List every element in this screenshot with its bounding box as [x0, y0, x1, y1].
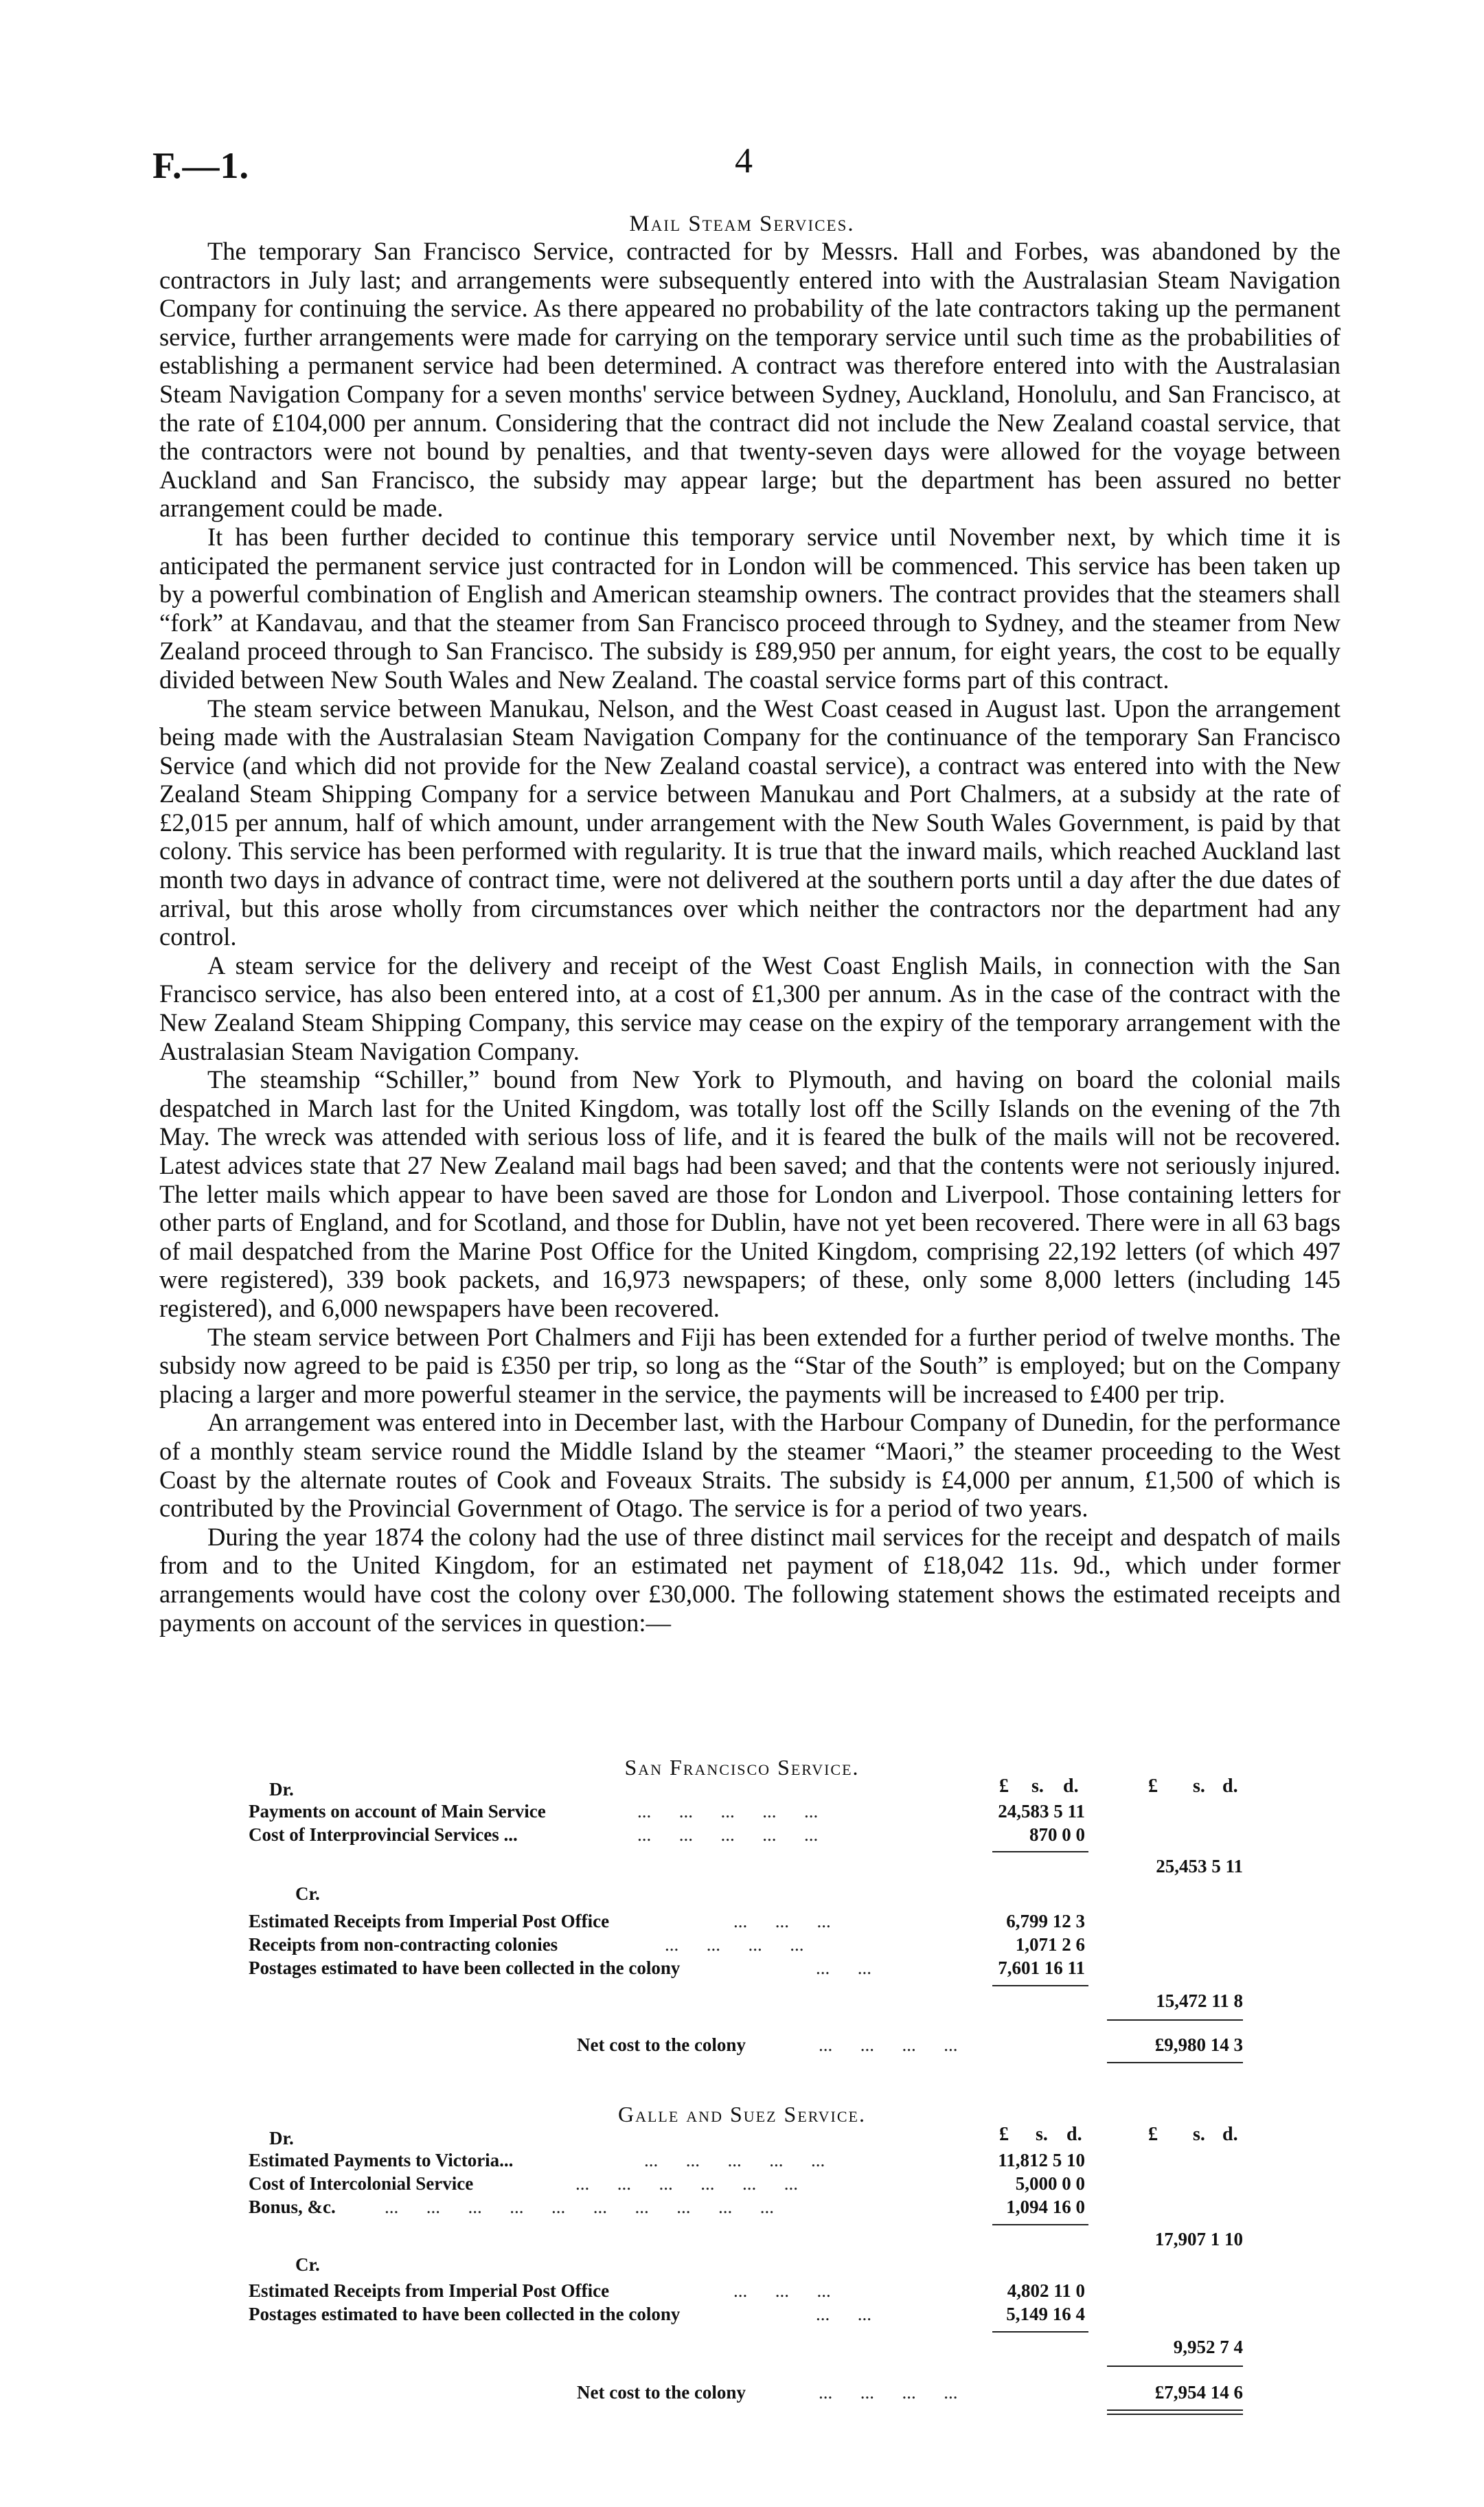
- entry-amount: 11,812 5 10: [998, 2150, 1085, 2170]
- entry-amount: 5,000 0 0: [1015, 2173, 1085, 2194]
- entry-amount: 6,799 12 3: [1006, 1911, 1085, 1931]
- pound-header: £: [999, 2124, 1009, 2145]
- table-row: Cost of Intercolonial Service ... ... ... ... ... ... 5,000 0 0: [249, 2173, 1085, 2194]
- pence-header: d.: [1222, 1776, 1238, 1797]
- net-cost-label: Net cost to the colony: [577, 2034, 746, 2055]
- pence-header: d.: [1066, 2124, 1082, 2145]
- account-title: Galle and Suez Service.: [617, 2102, 866, 2126]
- page-title: Mail Steam Services.: [629, 212, 855, 236]
- pence-header: d.: [1063, 1776, 1079, 1797]
- entry-label: Postages estimated to have been collected in the colony: [249, 1958, 681, 1978]
- net-cost-label: Net cost to the colony: [577, 2382, 746, 2403]
- pound-header: £: [999, 1776, 1009, 1797]
- paragraph: The steamship “Schiller,” bound from New York to Plymouth, and having on board the colonial mails despatched in March last for the United Kingdom, was totally lost off the Scilly Islands on the evening of the 7th May. The wreck was attended with serious loss of life, and it is feared the bulk of the mails will not be recovered. Latest advices state that 27 New Zealand mail bags had been saved; and that the contents were not seriously injured. The letter mails which appear to have been saved are those for London and Liverpool. Those containing letters for other parts of England, and for Scotland, and those for Dublin, have not yet been recovered. There were in all 63 bags of mail despatched from the Marine Post Office for the United Kingdom, comprising 22,192 letters (of which 497 were registered), 339 book packets, and 16,973 newspapers; of these, only some 8,000 letters (including 145 registered), and 6,000 newspapers have been recovered.: [159, 1065, 1340, 1322]
- net-cost-value: £7,954 14 6: [1154, 2382, 1243, 2403]
- entry-label: Receipts from non-contracting colonies: [249, 1934, 558, 1955]
- credit-total: 15,472 11 8: [1156, 1990, 1243, 2011]
- page-number: 4: [735, 141, 753, 181]
- shilling-header: s.: [1031, 1776, 1044, 1797]
- table-row: Estimated Receipts from Imperial Post Office ... ... ... 4,802 11 0: [249, 2280, 1085, 2301]
- total-rule: [1107, 2409, 1243, 2411]
- total-row: [0, 2229, 1305, 2252]
- entry-label: Cost of Interprovincial Services ...: [249, 1824, 518, 1845]
- table-row: Bonus, &c. ... ... ... ... ... ... ... ... ... ... 1,094 16 0: [249, 2197, 1085, 2217]
- entry-amount: 870 0 0: [1029, 1824, 1085, 1845]
- entry-amount: 4,802 11 0: [1007, 2280, 1085, 2301]
- credit-total: 9,952 7 4: [1173, 2337, 1243, 2357]
- total-row: [0, 1856, 1305, 1879]
- total-row: [0, 2337, 1305, 2360]
- cr-label: Cr.: [295, 2254, 320, 2275]
- paragraph: During the year 1874 the colony had the use of three distinct mail services for the receipt and despatch of mails from and to the United Kingdom, for an estimated net payment of £18,042 11s. 9d., which under former arrangements would have cost the colony over £30,000. The following statement shows the estimated receipts and payments on account of the services in question:—: [159, 1522, 1340, 1637]
- table-row: Estimated Receipts from Imperial Post Office ... ... ... 6,799 12 3: [249, 1911, 1085, 1931]
- debit-total: 17,907 1 10: [1154, 2229, 1243, 2249]
- dr-label: Dr.: [269, 2128, 294, 2148]
- entry-amount: 24,583 5 11: [998, 1801, 1085, 1822]
- subtotal-rule: [992, 2224, 1088, 2225]
- shilling-header: s.: [1193, 1776, 1205, 1797]
- paragraph: The temporary San Francisco Service, contracted for by Messrs. Hall and Forbes, was abandoned by the contractors in July last; and arrangements were subsequently entered into with the Australasian Steam Navigation Company for continuing the service. As there appeared no probability of the late contractors taking up the permanent service, further arrangements were made for carrying on the temporary service until such time as the probabilities of establishing a permanent service had been determined. A contract was therefore entered into with the Australasian Steam Navigation Company for a seven months' service between Sydney, Auckland, Honolulu, and San Francisco, at the rate of £104,000 per annum. Considering that the contract did not include the New Zealand coastal service, that the contractors were not bound by penalties, and that twenty-seven days were allowed for the voyage between Auckland and San Francisco, the subsidy may appear large; but the department has been assured no better arrangement could be made.: [159, 237, 1340, 523]
- body-text: [159, 237, 1340, 1637]
- entry-label: Estimated Receipts from Imperial Post Office: [249, 2280, 610, 2301]
- total-rule: [1107, 2062, 1243, 2063]
- section-code: F.—1.: [152, 145, 250, 186]
- account-title: San Francisco Service.: [624, 1755, 860, 1780]
- total-row: [0, 1990, 1305, 2014]
- total-rule: [1107, 2414, 1243, 2415]
- total-rule: [1107, 2366, 1243, 2367]
- debit-total: 25,453 5 11: [1156, 1856, 1243, 1876]
- shilling-header: s.: [1193, 2124, 1205, 2145]
- table-row: Postages estimated to have been collected in the colony ... ... 7,601 16 11: [249, 1958, 1085, 1978]
- pound-header: £: [1148, 2124, 1158, 2145]
- entry-label: Estimated Payments to Victoria...: [249, 2150, 514, 2170]
- paragraph: The steam service between Manukau, Nelson, and the West Coast ceased in August last. Upon the arrangement being made with the Australasian Steam Navigation Company for the continuance of the temporary San Francisco Service (and which did not provide for the New Zealand coastal service), a contract was entered into with the New Zealand Steam Shipping Company for a service between Manukau and Port Chalmers, at a subsidy at the rate of £2,015 per annum, half of which amount, under arrangement with the New South Wales Government, is paid by that colony. This service has been performed with regularity. It is true that the inward mails, which reached Auckland last month two days in advance of contract time, were not delivered at the southern ports until a day after the due dates of arrival, but this arose wholly from circumstances over which neither the contractors nor the department had any control.: [159, 694, 1340, 951]
- entry-amount: 7,601 16 11: [998, 1958, 1085, 1978]
- entry-label: Cost of Intercolonial Service: [249, 2173, 474, 2194]
- paragraph: The steam service between Port Chalmers and Fiji has been extended for a further period of twelve months. The subsidy now agreed to be paid is £350 per trip, so long as the “Star of the South” is employed; but on the Company placing a larger and more powerful steamer in the service, the payments will be increased to £400 per trip.: [159, 1322, 1340, 1408]
- entry-label: Estimated Receipts from Imperial Post Office: [249, 1911, 610, 1931]
- cr-label: Cr.: [295, 1883, 320, 1904]
- net-cost-row: Net cost to the colony ... ... ... ... £7,954 14 6: [577, 2382, 1243, 2403]
- total-rule: [1107, 2019, 1243, 2021]
- table-row: Payments on account of Main Service ... ... ... ... ... 24,583 5 11: [249, 1801, 1085, 1822]
- net-cost-value: £9,980 14 3: [1154, 2034, 1243, 2055]
- shilling-header: s.: [1036, 2124, 1048, 2145]
- entry-label: Postages estimated to have been collected in the colony: [249, 2304, 681, 2324]
- subtotal-rule: [992, 2331, 1088, 2333]
- table-row: Receipts from non-contracting colonies ... ... ... ... 1,071 2 6: [249, 1934, 1085, 1955]
- subtotal-rule: [992, 1851, 1088, 1852]
- pound-header: £: [1148, 1776, 1158, 1797]
- paragraph: An arrangement was entered into in December last, with the Harbour Company of Dunedin, for the performance of a monthly steam service round the Middle Island by the steamer “Maori,” the steamer proceeding to the West Coast by the alternate routes of Cook and Foveaux Straits. The subsidy is £4,000 per annum, £1,500 of which is contributed by the Provincial Government of Otago. The service is for a period of two years.: [159, 1408, 1340, 1523]
- entry-amount: 5,149 16 4: [1006, 2304, 1085, 2324]
- net-cost-row: Net cost to the colony ... ... ... ... £9,980 14 3: [577, 2034, 1243, 2055]
- table-row: Postages estimated to have been collected in the colony ... ... 5,149 16 4: [249, 2304, 1085, 2324]
- dr-label: Dr.: [269, 1779, 294, 1800]
- entry-amount: 1,071 2 6: [1015, 1934, 1085, 1955]
- entry-label: Bonus, &c.: [249, 2197, 336, 2217]
- table-row: Estimated Payments to Victoria... ... ... ... ... ... 11,812 5 10: [249, 2150, 1085, 2170]
- entry-label: Payments on account of Main Service: [249, 1801, 546, 1822]
- paragraph: A steam service for the delivery and receipt of the West Coast English Mails, in connection with the San Francisco service, has also been entered into, at a cost of £1,300 per annum. As in the case of the contract with the New Zealand Steam Shipping Company, this service may cease on the expiry of the temporary arrangement with the Australasian Steam Navigation Company.: [159, 951, 1340, 1065]
- entry-amount: 1,094 16 0: [1006, 2197, 1085, 2217]
- pence-header: d.: [1222, 2124, 1238, 2145]
- paragraph: It has been further decided to continue this temporary service until November next, by which time it is anticipated the permanent service just contracted for in London will be commenced. This service has been taken up by a powerful combination of English and American steamship owners. The contract provides that the steamers shall “fork” at Kandavau, and that the steamer from San Francisco proceed through to Sydney, and the steamer from New Zealand proceed through to San Francisco. The subsidy is £89,950 per annum, for eight years, the cost to be equally divided between New South Wales and New Zealand. The coastal service forms part of this contract.: [159, 522, 1340, 694]
- table-row: Cost of Interprovincial Services ... ... ... ... ... ... 870 0 0: [249, 1824, 1085, 1845]
- subtotal-rule: [992, 1985, 1088, 1986]
